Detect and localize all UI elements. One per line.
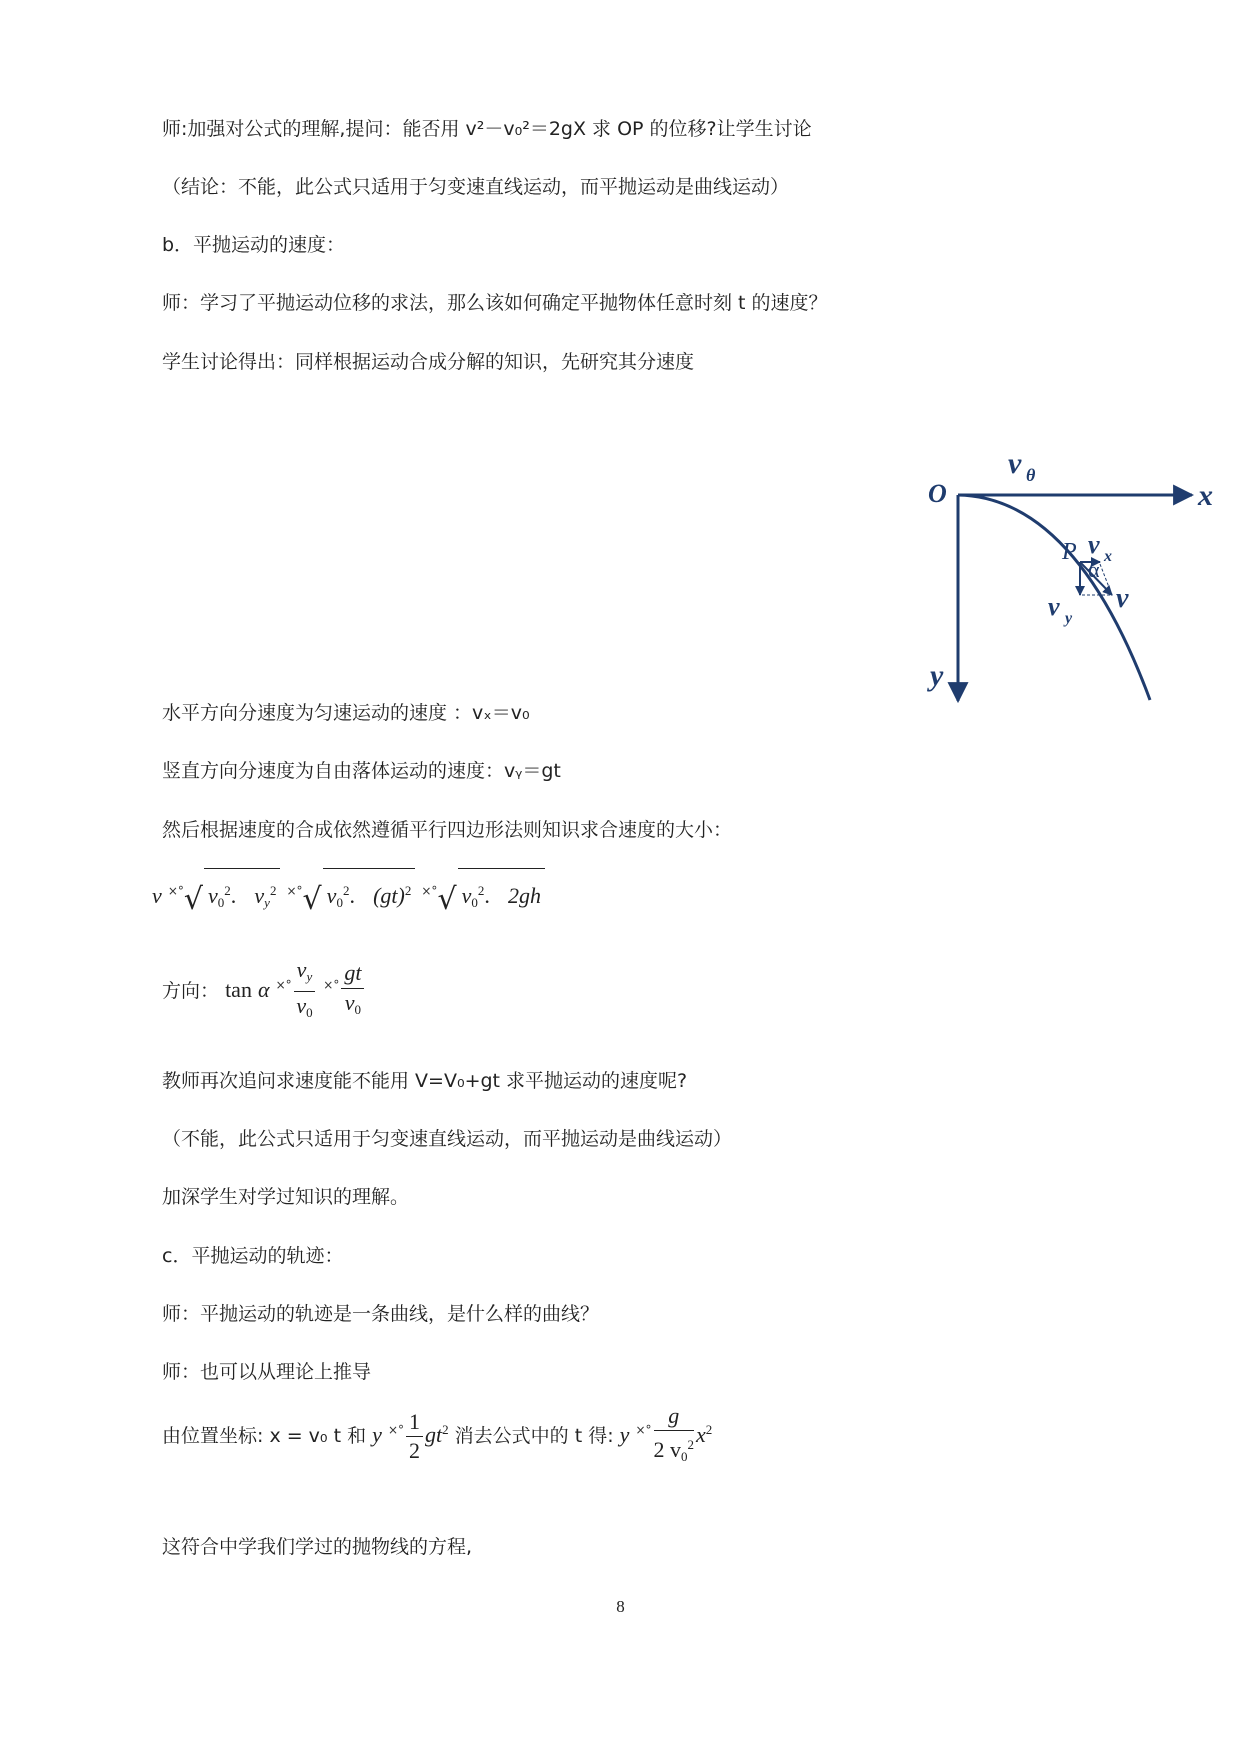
direction-label: 方向： <box>162 980 220 1002</box>
formula-x: x <box>696 1422 706 1447</box>
vy-label: v <box>1048 592 1060 621</box>
formula-v: v <box>152 883 162 908</box>
conclusion-line: （结论：不能，此公式只适用于匀变速直线运动，而平抛运动是曲线运动） <box>162 176 790 198</box>
formula-equals-glyph: ×° <box>635 1423 652 1437</box>
section-c-heading: c．平抛运动的轨迹： <box>162 1245 344 1267</box>
direction-formula-line <box>162 955 366 1027</box>
page-number: 8 <box>616 1597 625 1616</box>
formula-equals-glyph: ×° <box>167 884 184 898</box>
question-line: 师:加强对公式的理解,提问：能否用 v²－v₀²＝2gX 求 OP 的位移?让学生讨论 <box>162 118 812 140</box>
alpha-symbol: α <box>258 977 270 1002</box>
v0-label: v <box>1008 447 1022 480</box>
projectile-diagram <box>920 445 1220 715</box>
deepen-understanding-line: 加深学生对学过知识的理解。 <box>162 1186 410 1208</box>
angle-label: α <box>1088 557 1100 582</box>
formula-y: y <box>372 1422 382 1447</box>
dashed-guide <box>1100 564 1112 595</box>
formula-gt: gt <box>425 1422 443 1447</box>
vertical-velocity-line: 竖直方向分速度为自由落体运动的速度：vᵧ＝gt <box>162 760 561 782</box>
x-axis-label: x <box>1198 479 1213 512</box>
student-discussion-line: 学生讨论得出：同样根据运动合成分解的知识，先研究其分速度 <box>162 351 695 373</box>
vx-label: v <box>1088 530 1100 559</box>
y-axis-label: y <box>930 659 944 692</box>
position-text-b: 消去公式中的 t 得: <box>454 1425 614 1447</box>
sqrt-term-1: $v_0^2$. $v_y^2$ <box>204 868 280 925</box>
point-p-label: P <box>1062 539 1077 565</box>
v-label: v <box>1116 583 1129 614</box>
teacher-followup-line: 教师再次追问求速度能不能用 V=V₀+gt 求平抛运动的速度呢? <box>162 1070 688 1092</box>
vx-subscript: x <box>1104 548 1112 565</box>
sqrt-sign: √ <box>183 882 203 917</box>
teacher-question-line: 师：学习了平抛运动位移的求法，那么该如何确定平抛物体任意时刻 t 的速度？ <box>162 292 828 314</box>
sqrt-sign: √ <box>302 882 322 917</box>
formula-equals-glyph: ×° <box>387 1423 404 1437</box>
sqrt-term-2: $v_0^2$. (gt)$^2$ <box>323 868 416 925</box>
fraction-one-half: $\frac{1}{2}$ <box>406 1408 423 1465</box>
formula-y: y <box>619 1422 630 1447</box>
formula-equals-glyph: ×° <box>286 884 303 898</box>
fraction-g-over-2v0sq: $\frac{g}{2 v_0^2}$ <box>653 1403 695 1464</box>
speed-formula <box>152 868 545 925</box>
v0-subscript: θ <box>1026 465 1036 485</box>
theory-derivation-line: 师：也可以从理论上推导 <box>162 1361 372 1383</box>
trajectory-question-line: 师：平抛运动的轨迹是一条曲线，是什么样的曲线？ <box>162 1303 600 1325</box>
horizontal-velocity-line: 水平方向分速度为匀速运动的速度 ：vₓ＝v₀ <box>162 702 530 724</box>
formula-equals-glyph: ×° <box>421 884 438 898</box>
fraction-vy-v0: $\frac{v_y}{v_0}$ <box>294 956 316 1027</box>
parabola-conclusion-line: 这符合中学我们学过的抛物线的方程, <box>162 1536 473 1558</box>
fraction-gt-v0: $\frac{gt}{v_0}$ <box>341 959 364 1024</box>
position-text-a: 由位置坐标: x = v₀ t 和 <box>162 1425 367 1447</box>
composition-line: 然后根据速度的合成依然遵循平行四边形法则知识求合速度的大小： <box>162 819 733 841</box>
formula-equals-glyph: ×° <box>275 978 292 992</box>
sqrt-term-3: $v_0^2$. 2gh <box>458 868 545 925</box>
formula-equals-glyph: ×° <box>323 978 340 992</box>
position-coordinates-line: 由位置坐标: x = v₀ t 和 y ×° $\frac{1}{2}$ $gt^2$ 消去公式中的 t 得: y ×° $\frac{g}{2 v_0^2}$ $x^2$ <box>162 1400 712 1471</box>
sqrt-sign: √ <box>437 882 457 917</box>
answer-line: （不能，此公式只适用于匀变速直线运动，而平抛运动是曲线运动） <box>162 1128 733 1150</box>
origin-label: O <box>928 479 947 508</box>
tan-function: tan <box>225 977 252 1002</box>
vy-subscript: y <box>1065 610 1073 627</box>
section-b-heading: b．平抛运动的速度： <box>162 234 346 256</box>
